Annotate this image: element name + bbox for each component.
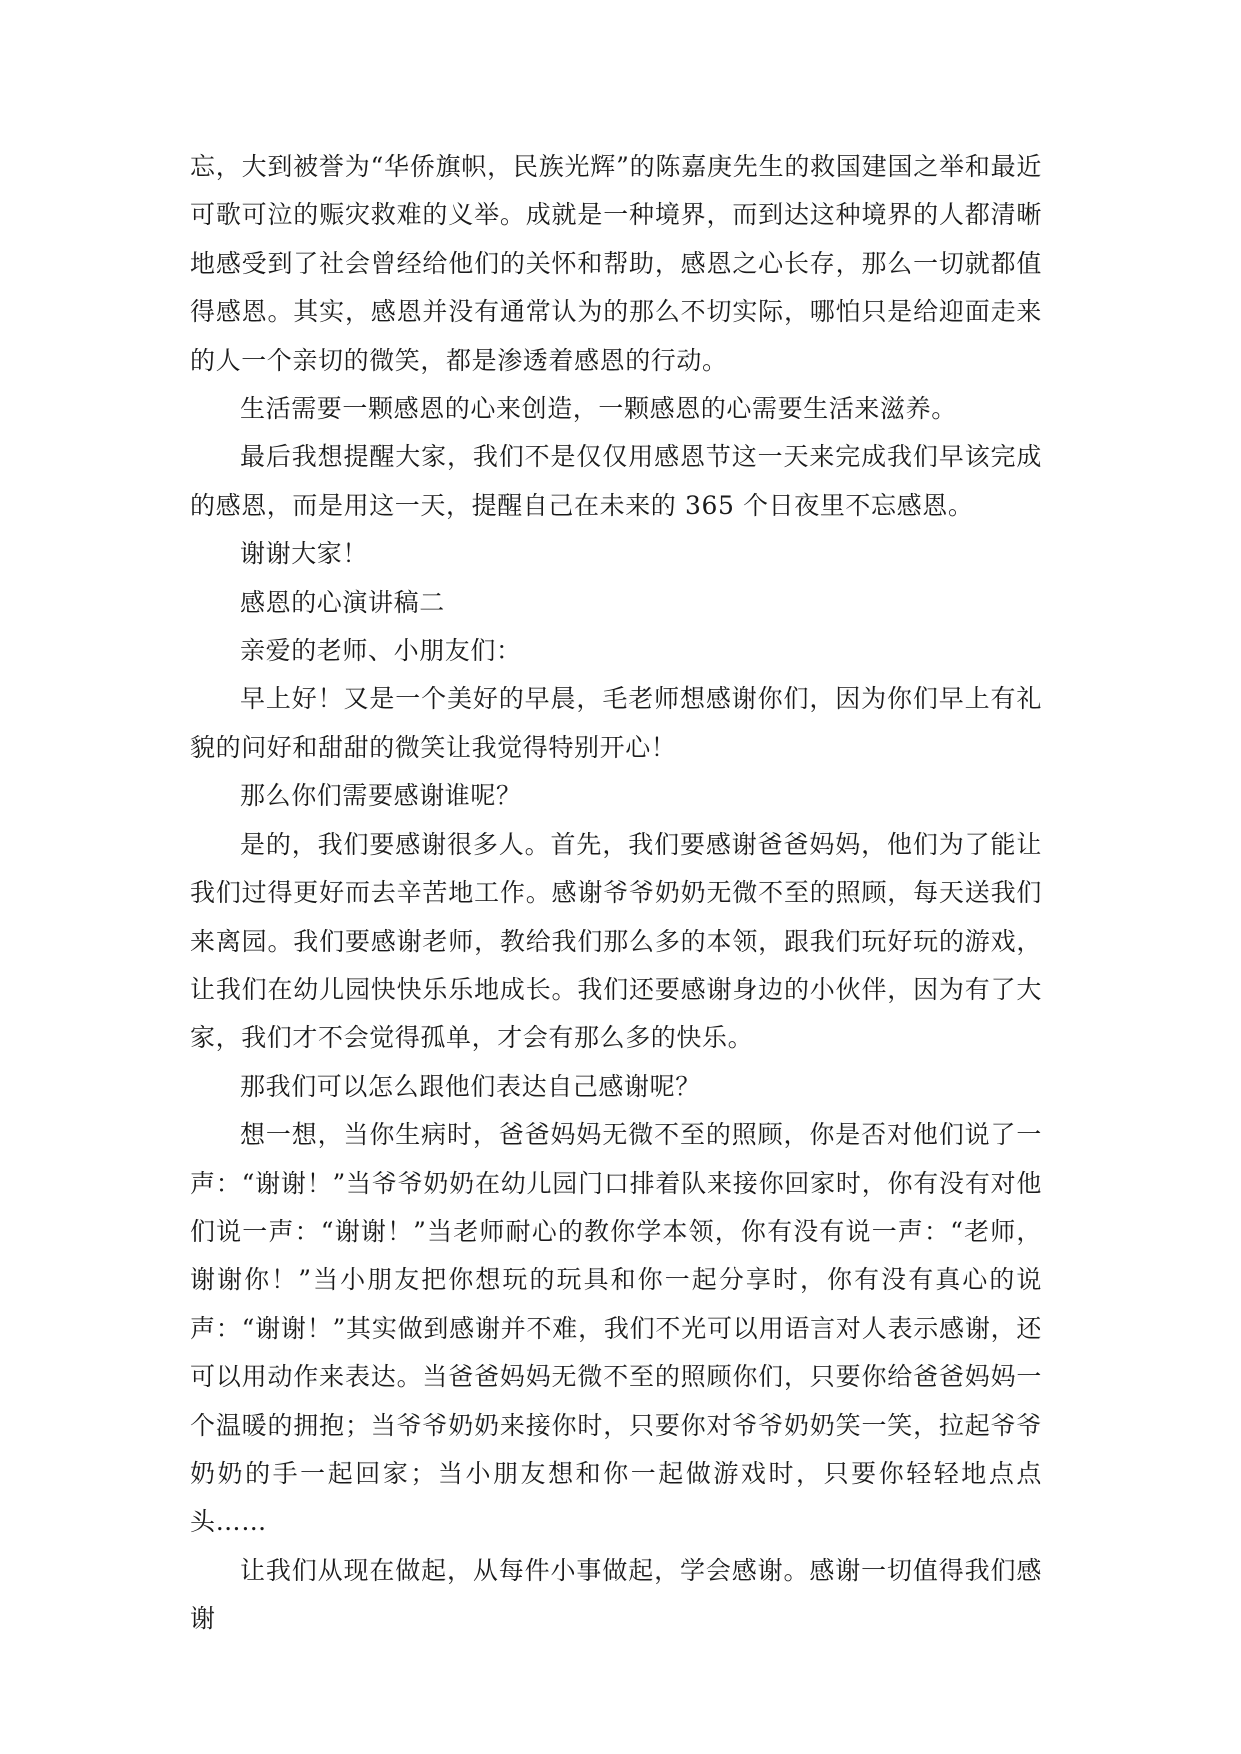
greeting: 亲爱的老师、小朋友们：	[240, 636, 522, 666]
paragraph: 让我们从现在做起，从每件小事做起，学会感谢。感谢一切值得我们感谢	[190, 1555, 1042, 1634]
paragraph: 是的，我们要感谢很多人。首先，我们要感谢爸爸妈妈，他们为了能让我们过得更好而去辛苦地工作。感谢爷爷奶奶无微不至的照顾，每天送我们来离园。我们要感谢老师，教给我们那么多的本领，跟我们玩好玩的游戏，让我们在幼儿园快快乐乐地成长。我们还要感谢身边的小伙伴，因为有了大家，我们才不会觉得孤单，才会有那么多的快乐。	[190, 829, 1042, 1053]
paragraph: 最后我想提醒大家，我们不是仅仅用感恩节这一天来完成我们早该完成的感恩，而是用这一天，提醒自己在未来的 365 个日夜里不忘感恩。	[190, 442, 1042, 520]
section-title: 感恩的心演讲稿二	[240, 587, 445, 617]
paragraph: 想一想，当你生病时，爸爸妈妈无微不至的照顾，你是否对他们说了一声：“谢谢！”当爷爷奶奶在幼儿园门口排着队来接你回家时，你有没有对他们说一声：“谢谢！”当老师耐心的教你学本领，你有没有说一声：“老师，谢谢你！”当小朋友把你想玩的玩具和你一起分享时，你有没有真心的说声：“谢谢！”其实做到感谢并不难，我们不光可以用语言对人表示感谢，还可以用动作来表达。当爸爸妈妈无微不至的照顾你们，只要你给爸爸妈妈一个温暖的拥抱；当爷爷奶奶来接你时，只要你对爷爷奶奶笑一笑，拉起爷爷奶奶的手一起回家；当小朋友想和你一起做游戏时，只要你轻轻地点点头……	[190, 1120, 1042, 1537]
paragraph: 忘，大到被誉为“华侨旗帜，民族光辉”的陈嘉庚先生的救国建国之举和最近可歌可泣的赈灾救难的义举。成就是一种境界，而到达这种境界的人都清晰地感受到了社会曾经给他们的关怀和帮助，感恩之心长存，那么一切就都值得感恩。其实，感恩并没有通常认为的那么不切实际，哪怕只是给迎面走来的人一个亲切的微笑，都是渗透着感恩的行动。	[190, 152, 1042, 375]
paragraph: 生活需要一颗感恩的心来创造，一颗感恩的心需要生活来滋养。	[240, 394, 957, 424]
paragraph: 那么你们需要感谢谁呢？	[240, 781, 522, 811]
paragraph: 早上好！又是一个美好的早晨，毛老师想感谢你们，因为你们早上有礼貌的问好和甜甜的微笑让我觉得特别开心！	[190, 684, 1042, 762]
paragraph: 谢谢大家！	[240, 539, 369, 569]
document-body	[190, 143, 1042, 1644]
paragraph: 那我们可以怎么跟他们表达自己感谢呢？	[240, 1071, 701, 1101]
